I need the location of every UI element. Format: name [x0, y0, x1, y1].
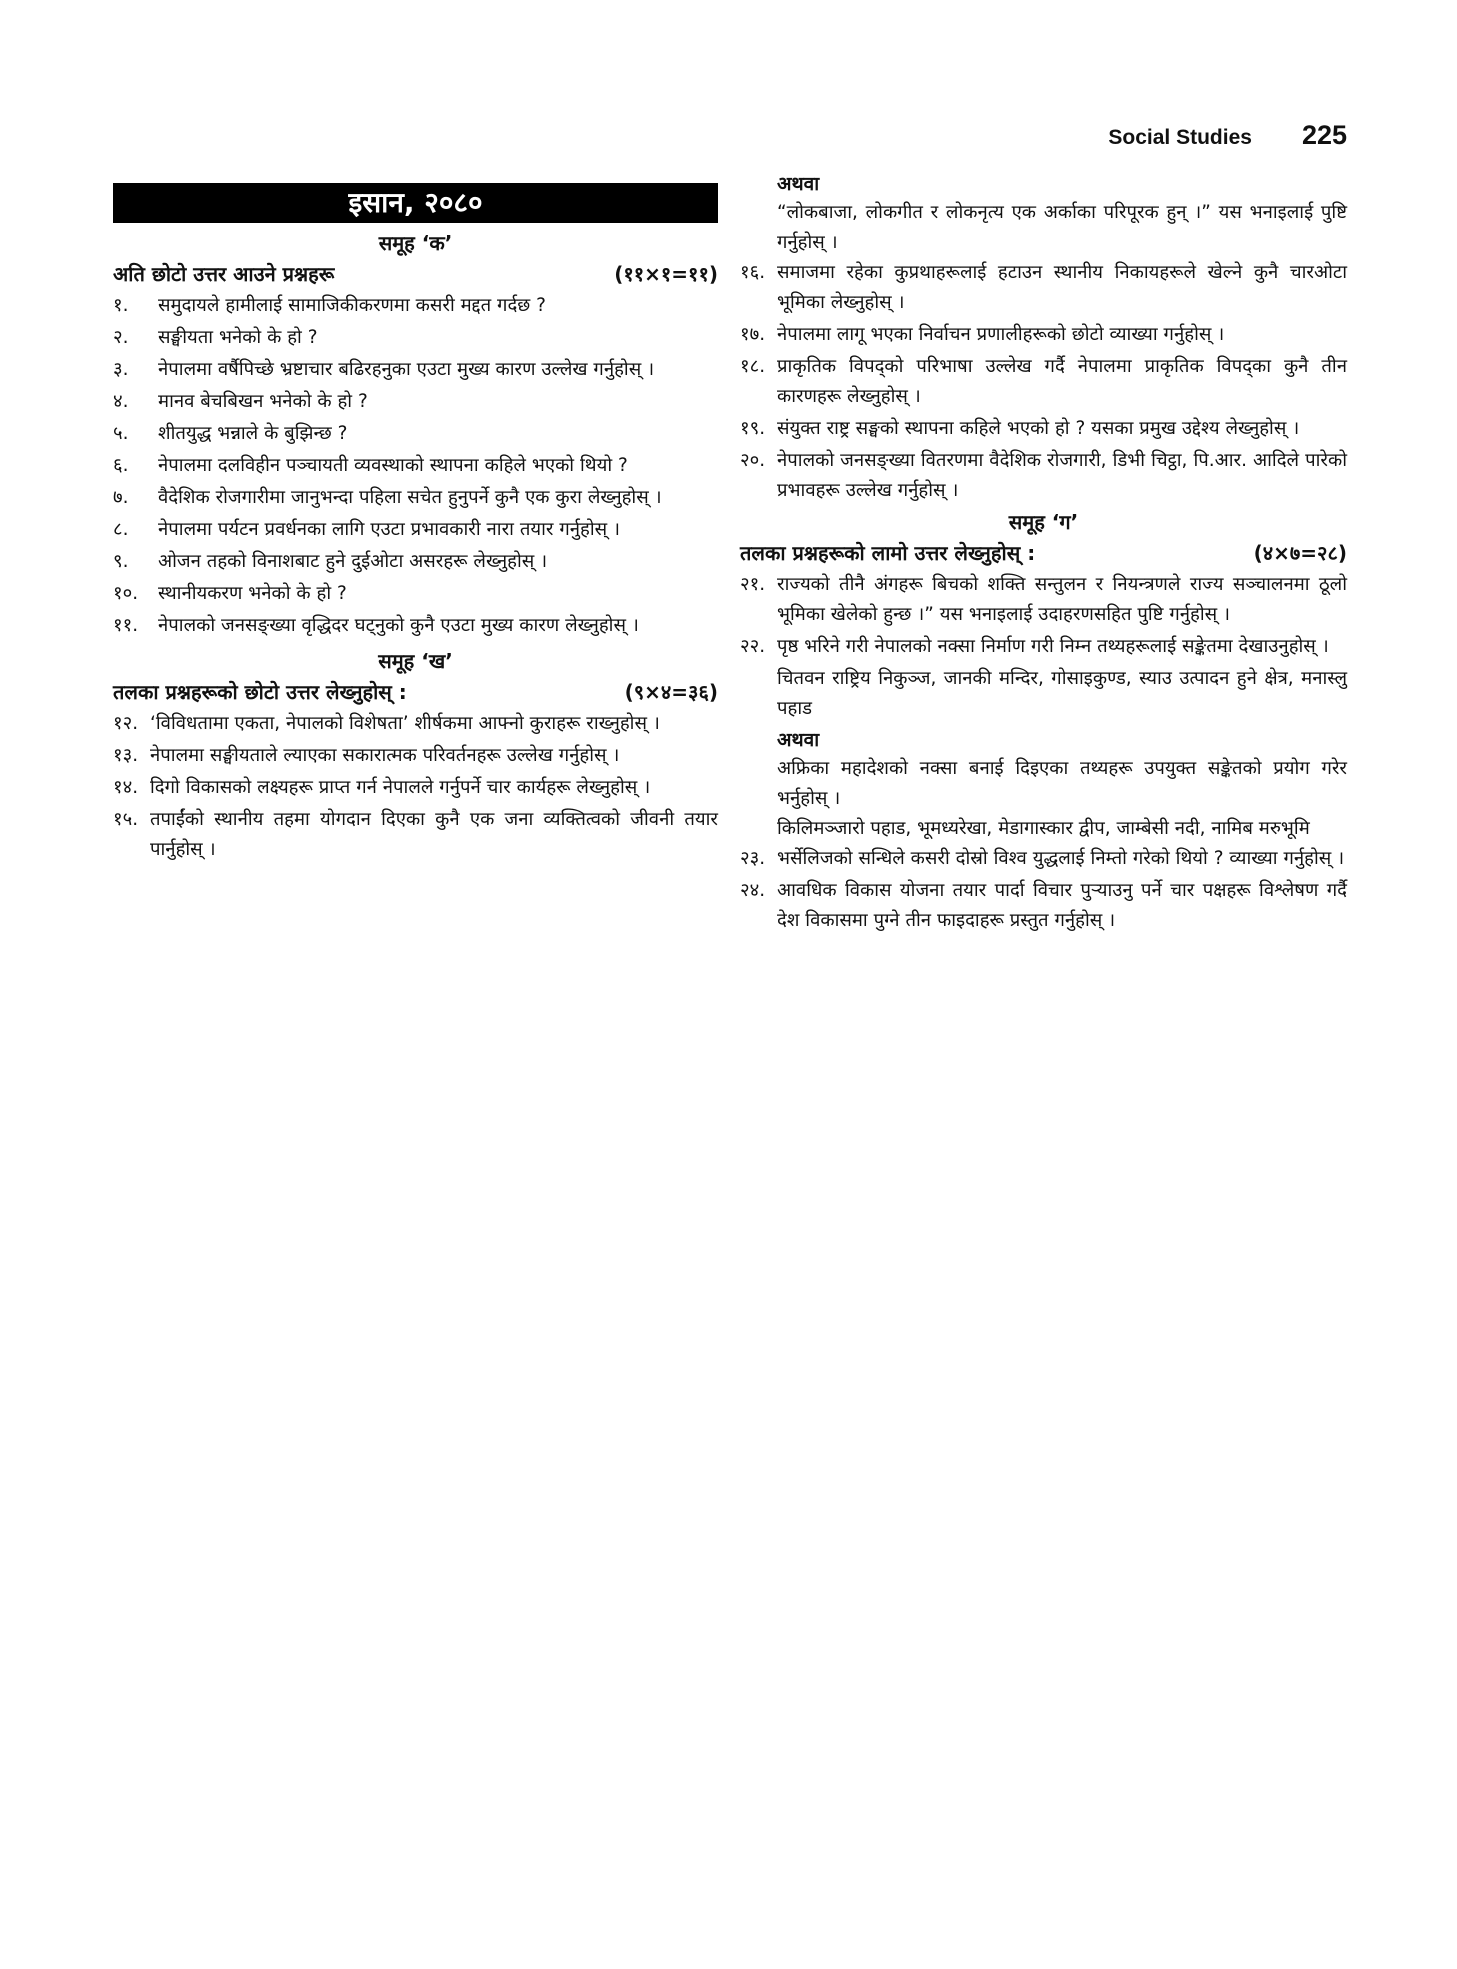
question-number: २०.: [740, 450, 766, 471]
instruction-text: अति छोटो उत्तर आउने प्रश्नहरू: [113, 262, 335, 286]
alternative-question: अफ्रिका महादेशको नक्सा बनाई दिइएका तथ्यहरू उपयुक्त सङ्केतको प्रयोग गरेर भर्नुहोस् ।: [777, 758, 1347, 809]
question-number: २४.: [740, 880, 766, 901]
question-text: ‘विविधतामा एकता, नेपालको विशेषता’ शीर्षकमा आफ्नो कुराहरू राख्नुहोस् ।: [150, 713, 660, 734]
question-number: ३.: [113, 359, 129, 380]
question-item: [113, 773, 718, 803]
question-list: [740, 258, 1347, 506]
map-facts: किलिमञ्जारो पहाड, भूमध्यरेखा, मेडागास्कार द्वीप, जाम्बेसी नदी, नामिब मरुभूमि: [777, 818, 1310, 839]
group-ga-instruction: [740, 539, 1347, 566]
question-text: दिगो विकासको लक्ष्यहरू प्राप्त गर्न नेपालले गर्नुपर्ने चार कार्यहरू लेख्नुहोस् ।: [150, 777, 651, 798]
question-text: वैदेशिक रोजगारीमा जानुभन्दा पहिला सचेत हुनुपर्ने कुनै एक कुरा लेख्नुहोस् ।: [158, 487, 662, 508]
question-number: १८.: [740, 356, 766, 377]
question-number: १२.: [113, 713, 139, 734]
question-text: शीतयुद्ध भन्नाले के बुझिन्छ ?: [158, 423, 348, 444]
question-item: [113, 547, 718, 577]
left-column: [113, 183, 718, 867]
question-item: [740, 352, 1347, 412]
question-item: [113, 451, 718, 481]
athaba-label: अथवा: [777, 173, 820, 195]
question-text: नेपालको जनसङ्ख्या वृद्धिदर घट्नुको कुनै एउटा मुख्य कारण लेख्नुहोस् ।: [158, 615, 639, 636]
question-number: ६.: [113, 455, 129, 476]
marks: (११×१=११): [614, 262, 718, 286]
question-number: १५.: [113, 809, 139, 830]
question-text: राज्यको तीनै अंगहरू बिचको शक्ति सन्तुलन र नियन्त्रणले राज्य सञ्चालनमा ठूलो भूमिका खेलेको हुन्छ ।” यस भनाइलाई उदाहरणसहित पुष्टि गर्नुहोस् ।: [777, 574, 1347, 625]
question-list: [113, 709, 718, 865]
question-number: ८.: [113, 519, 129, 540]
question-item: [113, 355, 718, 385]
instruction-text: तलका प्रश्नहरूको लामो उत्तर लेख्नुहोस् :: [740, 541, 1036, 565]
question-text: नेपालको जनसङ्ख्या वितरणमा वैदेशिक रोजगारी, डिभी चिट्ठा, पि.आर. आदिले पारेको प्रभावहरू उल्लेख गर्नुहोस् ।: [777, 450, 1347, 501]
question-item: [113, 709, 718, 739]
question-number: १९.: [740, 418, 766, 439]
question-number: १३.: [113, 745, 139, 766]
question-text: आवधिक विकास योजना तयार पार्दा विचार पुऱ्याउनु पर्ने चार पक्षहरू विश्लेषण गर्दै देश विकासमा पुग्ने तीन फाइदाहरू प्रस्तुत गर्नुहोस् ।: [777, 880, 1347, 931]
question-number: १७.: [740, 324, 766, 345]
question-number: १०.: [113, 583, 139, 604]
marks: (९×४=३६): [624, 680, 718, 704]
question-text: पृष्ठ भरिने गरी नेपालको नक्सा निर्माण गरी निम्न तथ्यहरूलाई सङ्केतमा देखाउनुहोस् ।: [777, 636, 1329, 657]
question-number: १४.: [113, 777, 139, 798]
question-item: [740, 632, 1347, 662]
question-text: समाजमा रहेका कुप्रथाहरूलाई हटाउन स्थानीय निकायहरूले खेल्ने कुनै चारओटा भूमिका लेख्नुहोस् ।: [777, 262, 1347, 313]
marks: (४×७=२८): [1253, 541, 1347, 565]
question-number: ११.: [113, 615, 139, 636]
group-ga-title: समूह ‘ग’: [1008, 510, 1079, 534]
group-kha-title: समूह ‘ख’: [378, 649, 453, 673]
question-text: प्राकृतिक विपद्को परिभाषा उल्लेख गर्दै नेपालमा प्राकृतिक विपद्का कुनै तीन कारणहरू लेख्नुहोस् ।: [777, 356, 1347, 407]
question-text: स्थानीयकरण भनेको के हो ?: [158, 583, 347, 604]
question-text: नेपालमा वर्षैपिच्छे भ्रष्टाचार बढिरहनुका एउटा मुख्य कारण उल्लेख गर्नुहोस् ।: [158, 359, 655, 380]
question-item: [113, 291, 718, 321]
question-item: [113, 579, 718, 609]
right-column: [740, 168, 1347, 938]
question-item: [113, 515, 718, 545]
question-number: ९.: [113, 551, 129, 572]
question-item: [113, 323, 718, 353]
question-text: नेपालमा सङ्घीयताले ल्याएका सकारात्मक परिवर्तनहरू उल्लेख गर्नुहोस् ।: [150, 745, 620, 766]
map-facts: चितवन राष्ट्रिय निकुञ्ज, जानकी मन्दिर, गोसाइकुण्ड, स्याउ उत्पादन हुने क्षेत्र, मनास्लु पहाड: [777, 668, 1347, 719]
group-ka-instruction: [113, 260, 718, 287]
question-number: १६.: [740, 262, 766, 283]
question-number: ७.: [113, 487, 129, 508]
question-item: [740, 414, 1347, 444]
question-number: ४.: [113, 391, 129, 412]
question-item: [113, 483, 718, 513]
question-text: संयुक्त राष्ट्र सङ्घको स्थापना कहिले भएको हो ? यसका प्रमुख उद्देश्य लेख्नुहोस् ।: [777, 418, 1300, 439]
athaba-label: अथवा: [777, 729, 820, 751]
question-item: [113, 741, 718, 771]
question-text: ओजन तहको विनाशबाट हुने दुईओटा असरहरू लेख्नुहोस् ।: [158, 551, 548, 572]
question-item: [740, 446, 1347, 506]
question-item: [113, 805, 718, 865]
alternative-question: “लोकबाजा, लोकगीत र लोकनृत्य एक अर्काका परिपूरक हुन् ।” यस भनाइलाई पुष्टि गर्नुहोस् ।: [777, 202, 1347, 253]
question-number: ५.: [113, 423, 129, 444]
question-text: सङ्घीयता भनेको के हो ?: [158, 327, 318, 348]
page-header: [1108, 120, 1347, 151]
question-item: [740, 258, 1347, 318]
group-kha-instruction: [113, 678, 718, 705]
question-number: २२.: [740, 636, 766, 657]
question-number: २.: [113, 327, 129, 348]
page-number: 225: [1301, 120, 1347, 150]
question-text: तपाईंको स्थानीय तहमा योगदान दिएका कुनै एक जना व्यक्तित्वको जीवनी तयार पार्नुहोस् ।: [150, 809, 718, 860]
question-text: नेपालमा पर्यटन प्रवर्धनका लागि एउटा प्रभावकारी नारा तयार गर्नुहोस् ।: [158, 519, 621, 540]
question-item: [113, 611, 718, 641]
question-list: [113, 291, 718, 641]
question-item: [113, 387, 718, 417]
question-item: [740, 876, 1347, 936]
question-item: [740, 570, 1347, 630]
subject-title: Social Studies: [1108, 126, 1252, 149]
question-item: [740, 844, 1347, 874]
question-number: २३.: [740, 848, 766, 869]
question-item: [740, 320, 1347, 350]
exam-title: इसान, २०८०: [113, 183, 718, 223]
question-text: समुदायले हामीलाई सामाजिकीकरणमा कसरी मद्दत गर्दछ ?: [158, 295, 546, 316]
question-number: १.: [113, 295, 129, 316]
question-text: नेपालमा लागू भएका निर्वाचन प्रणालीहरूको छोटो व्याख्या गर्नुहोस् ।: [777, 324, 1225, 345]
question-number: २१.: [740, 574, 766, 595]
question-text: मानव बेचबिखन भनेको के हो ?: [158, 391, 368, 412]
question-item: [113, 419, 718, 449]
question-text: नेपालमा दलविहीन पञ्चायती व्यवस्थाको स्थापना कहिले भएको थियो ?: [158, 455, 628, 476]
group-ka-title: समूह ‘क’: [378, 231, 453, 255]
question-text: भर्सेलिजको सन्धिले कसरी दोस्रो विश्व युद्धलाई निम्तो गरेको थियो ? व्याख्या गर्नुहोस् ।: [777, 848, 1345, 869]
instruction-text: तलका प्रश्नहरूको छोटो उत्तर लेख्नुहोस् :: [113, 680, 407, 704]
